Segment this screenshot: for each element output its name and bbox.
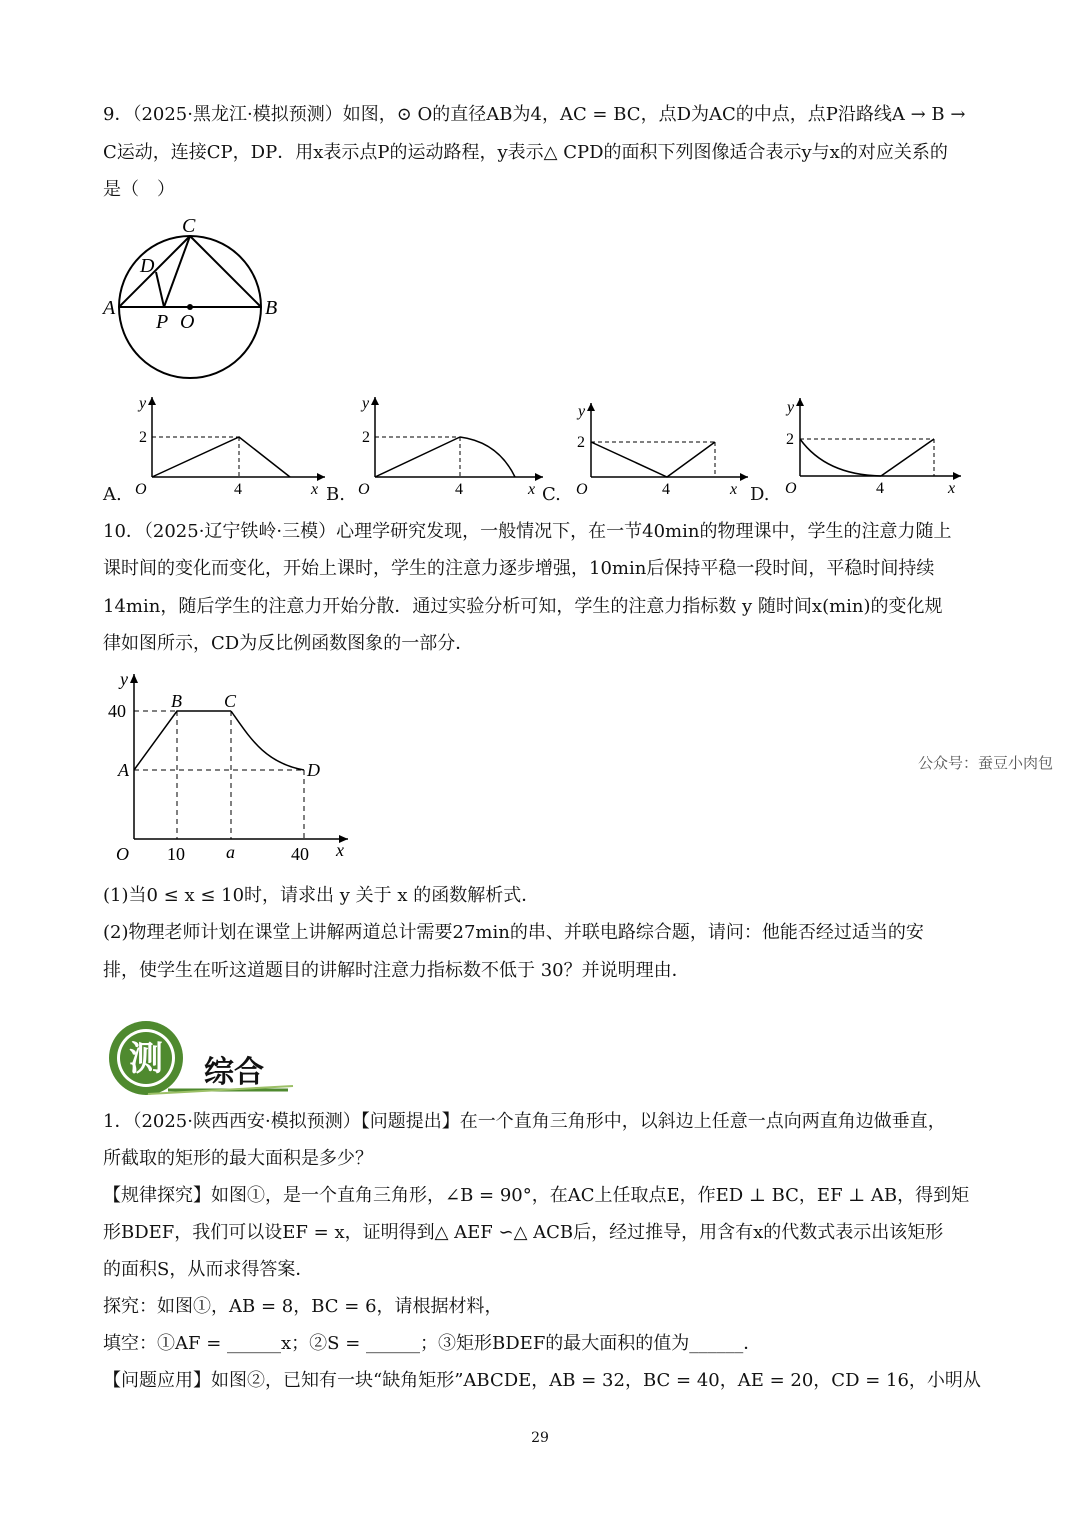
option-d-label[interactable]: D. <box>750 484 770 505</box>
option-d-graph <box>776 393 966 504</box>
q10-part-2b: 排，使学生在听这道题目的讲解时注意力指标数不低于 30？并说明理由． <box>103 960 690 981</box>
option-c-label[interactable]: C. <box>542 484 561 505</box>
s1-line-7-fill-blanks: 填空：①AF = ______x；②S = ______；③矩形BDEF的最大面积的值为______． <box>103 1333 762 1354</box>
x-tick-a: a <box>226 842 235 862</box>
q10-line-2: 课时间的变化而变化，开始上课时，学生的注意力逐步增强，10min后保持平稳一段时间，平稳时间持续 <box>103 558 935 579</box>
origin-label: O <box>358 481 370 498</box>
s1-line-2: 所截取的矩形的最大面积是多少？ <box>103 1148 373 1169</box>
q9-line-1: 9．（2025·黑龙江·模拟预测）如图，⊙ O的直径AB为4，AC = BC，点D为AC的中点，点P沿路线A → B → <box>103 104 966 125</box>
y-tick-40: 40 <box>108 701 126 721</box>
y-tick: 2 <box>786 431 794 448</box>
s1-line-3: 【规律探究】如图①，是一个直角三角形，∠B = 90°，在AC上任取点E，作ED ⊥ BC，EF ⊥ AB，得到矩 <box>103 1185 970 1206</box>
section-title: 综合 <box>204 1056 264 1089</box>
origin-label: O <box>785 480 797 497</box>
label-p: P <box>156 311 169 333</box>
point-b-label: B <box>171 691 182 711</box>
option-b-label[interactable]: B. <box>326 484 345 505</box>
watermark: 公众号：蚕豆小肉包 <box>918 754 1054 772</box>
s1-line-4: 形BDEF，我们可以设EF = x，证明得到△ AEF ∽△ ACB后，经过推导，用含有x的代数式表示出该矩形 <box>103 1222 944 1243</box>
origin-label: O <box>576 481 588 498</box>
label-c: C <box>182 215 196 237</box>
point-a-label: A <box>118 760 129 780</box>
x-axis-label: x <box>311 481 319 498</box>
point-d-label: D <box>307 760 320 780</box>
label-a: A <box>103 297 116 319</box>
q10-line-1: 10．（2025·辽宁铁岭·三模）心理学研究发现，一般情况下，在一节40min的物理课中，学生的注意力随上 <box>103 521 952 542</box>
y-axis-label: y <box>787 399 795 416</box>
s1-line-1: 1．（2025·陕西西安·模拟预测）【问题提出】在一个直角三角形中，以斜边上任意一点向两直角边做垂直， <box>103 1111 946 1132</box>
point-c-label: C <box>224 691 237 711</box>
label-d: D <box>140 255 155 277</box>
x-tick: 4 <box>662 481 670 498</box>
y-axis-label: y <box>578 403 586 420</box>
option-a-label[interactable]: A. <box>103 484 122 505</box>
s1-line-6: 探究：如图①，AB = 8，BC = 6，请根据材料， <box>103 1296 503 1317</box>
y-axis-label: y <box>362 395 370 412</box>
origin-label: O <box>135 481 147 498</box>
x-axis-label: x <box>336 840 344 860</box>
origin-label: O <box>116 844 129 864</box>
y-axis-label: y <box>120 669 128 689</box>
q10-part-2a: (2)物理老师计划在课堂上讲解两道总计需要27min的串、并联电路综合题，请问：他能否经过适当的安 <box>103 922 924 943</box>
y-tick: 2 <box>139 429 147 446</box>
x-tick: 4 <box>234 481 242 498</box>
q10-line-3: 14min，随后学生的注意力开始分散．通过实验分析可知，学生的注意力指标数 y 随时间x(min)的变化规 <box>103 596 943 617</box>
q9-line-2: C运动，连接CP，DP．用x表示点P的运动路程，y表示△ CPD的面积下列图像适合表示y与x的对应关系的 <box>103 142 948 163</box>
x-axis-label: x <box>528 481 536 498</box>
x-axis-label: x <box>948 480 956 497</box>
option-b-graph <box>348 392 548 504</box>
s1-line-8: 【问题应用】如图②，已知有一块“缺角矩形”ABCDE，AB = 32，BC = 40，AE = 20，CD = 16，小明从 <box>103 1370 981 1391</box>
circle-figure <box>100 210 300 390</box>
label-b: B <box>265 297 278 319</box>
y-tick: 2 <box>577 434 585 451</box>
q10-part-1: (1)当0 ≤ x ≤ 10时，请求出 y 关于 x 的函数解析式． <box>103 885 540 906</box>
page-number: 29 <box>531 1430 549 1446</box>
x-tick-40: 40 <box>291 844 309 864</box>
y-tick: 2 <box>362 429 370 446</box>
section-badge <box>108 1020 298 1100</box>
q9-line-3: 是（ ） <box>103 179 175 200</box>
label-o: O <box>180 311 195 333</box>
x-tick: 4 <box>455 481 463 498</box>
option-a-graph <box>125 392 330 504</box>
x-tick-10: 10 <box>167 844 185 864</box>
x-tick: 4 <box>876 480 884 497</box>
s1-line-5: 的面积S，从而求得答案． <box>103 1259 314 1280</box>
attention-graph <box>100 668 360 868</box>
y-axis-label: y <box>139 395 147 412</box>
option-c-graph <box>568 398 753 504</box>
q10-line-4: 律如图所示，CD为反比例函数图象的一部分． <box>103 633 474 654</box>
section-char-1: 测 <box>129 1041 163 1078</box>
x-axis-label: x <box>730 481 738 498</box>
